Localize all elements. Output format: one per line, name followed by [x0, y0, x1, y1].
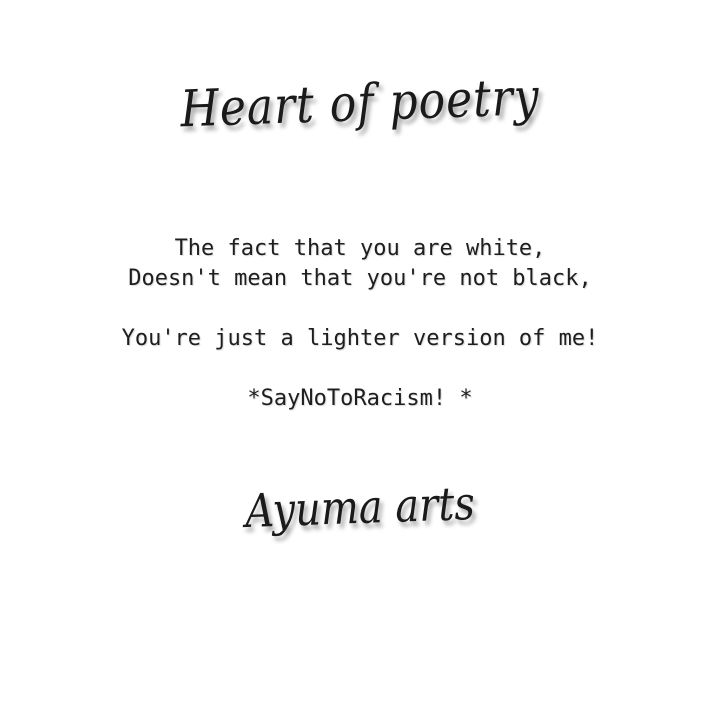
stanza-gap [0, 294, 720, 324]
poem-line-3: You're just a lighter version of me! [121, 326, 599, 351]
poem-body [0, 234, 720, 414]
poem-line-2: Doesn't mean that you're not black, [128, 266, 592, 291]
page-title: Heart of poetry [179, 67, 541, 140]
hashtag: *SayNoToRacism! * [247, 386, 473, 411]
author-signature: Ayuma arts [244, 477, 476, 539]
poem-line-1: The fact that you are white, [174, 236, 546, 261]
